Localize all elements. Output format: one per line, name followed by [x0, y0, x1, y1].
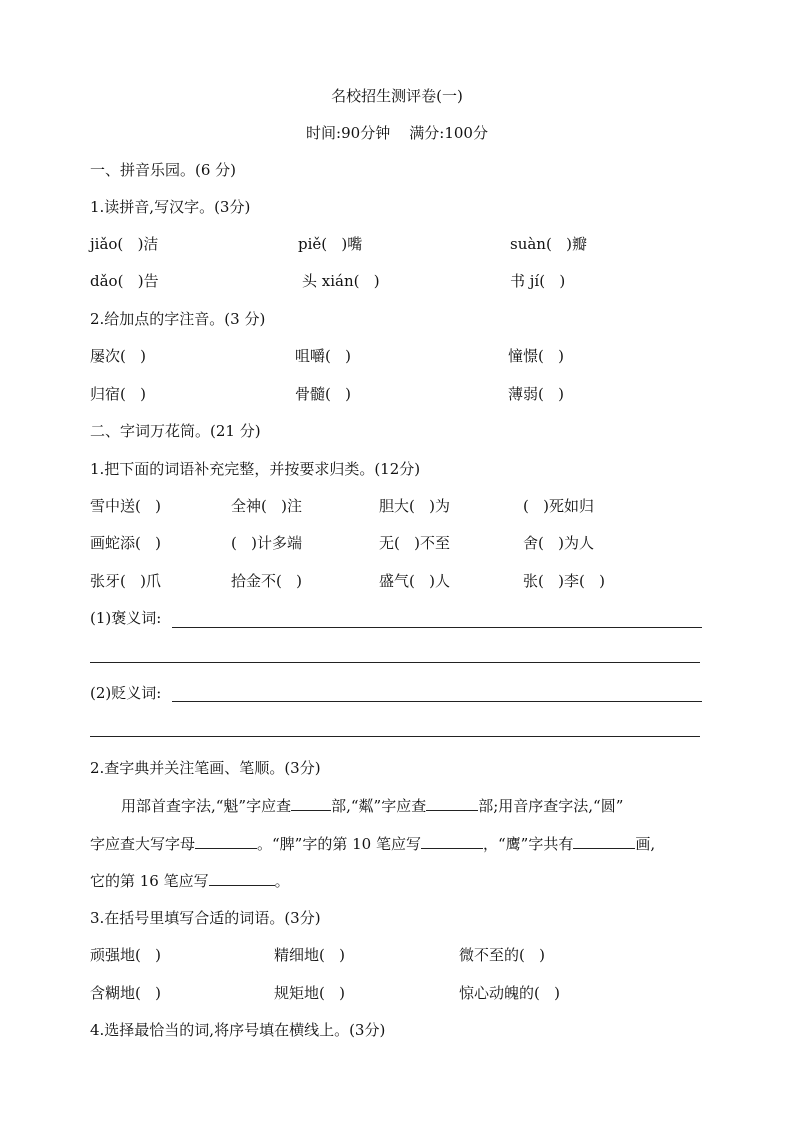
stroke-blank-1[interactable]	[421, 834, 483, 849]
phonetic-item: 归宿( )	[90, 385, 147, 403]
dictionary-paragraph-line2	[90, 834, 655, 854]
word-item: 微不至的( )	[459, 946, 546, 964]
dictionary-paragraph-line1	[121, 796, 623, 816]
section2-heading: 二、字词万花筒。(21 分)	[90, 422, 261, 440]
idiom-item: 盛气( )人	[379, 572, 451, 590]
pinyin-item: 书 jí( )	[510, 272, 566, 290]
time-info: 时间:90分钟 满分:100分	[306, 124, 488, 142]
section1-heading: 一、拼音乐园。(6 分)	[90, 161, 237, 179]
p1-text-b: 部,“粼”字应查	[331, 797, 427, 815]
idiom-item: ( )计多端	[231, 534, 303, 552]
stroke-count-blank[interactable]	[573, 834, 635, 849]
phonetic-item: 屡次( )	[90, 347, 147, 365]
idiom-item: 拾金不( )	[231, 572, 303, 590]
idiom-item: 舍( )为人	[523, 534, 595, 552]
idiom-item: 无( )不至	[379, 534, 451, 552]
p2-text-d: 画,	[635, 835, 656, 853]
exam-title: 名校招生测评卷(一)	[331, 87, 463, 105]
word-item: 顽强地( )	[90, 946, 162, 964]
word-item: 精细地( )	[274, 946, 346, 964]
p2-text-a: 字应查大写字母	[90, 835, 196, 853]
pinyin-item: 头 xián( )	[302, 272, 380, 290]
s2-q3-title: 3.在括号里填写合适的词语。(3分)	[90, 909, 321, 927]
idiom-item: 全神( )注	[231, 497, 303, 515]
idiom-item: 张( )李( )	[523, 572, 606, 590]
word-item: 规矩地( )	[274, 984, 346, 1002]
p2-text-c: ，“鹰”字共有	[482, 835, 574, 853]
pinyin-item: dǎo( )告	[90, 272, 159, 290]
p3-text-a: 它的第 16 笔应写	[90, 872, 209, 890]
radical-blank-2[interactable]	[426, 796, 478, 811]
s1-q1-title: 1.读拼音,写汉字。(3分)	[90, 198, 251, 216]
s2-q4-title: 4.选择最恰当的词,将序号填在横线上。(3分)	[90, 1021, 386, 1039]
radical-blank-1[interactable]	[291, 796, 331, 811]
idiom-item: ( )死如归	[523, 497, 595, 515]
s1-q2-title: 2.给加点的字注音。(3 分)	[90, 310, 266, 328]
phonetic-item: 薄弱( )	[508, 385, 565, 403]
phonetic-item: 骨髓( )	[295, 385, 352, 403]
letter-blank[interactable]	[195, 834, 257, 849]
word-item: 惊心动魄的( )	[459, 984, 561, 1002]
s2-q1-title: 1.把下面的词语补充完整，并按要求归类。(12分)	[90, 460, 421, 478]
p1-text-a: 用部首查字法,“魁”字应查	[121, 797, 292, 815]
pinyin-item: jiǎo( )洁	[90, 235, 159, 253]
praise-answer-line-2[interactable]	[90, 662, 700, 663]
s2-q2-title: 2.查字典并关注笔画、笔顺。(3分)	[90, 759, 321, 777]
idiom-item: 雪中送( )	[90, 497, 162, 515]
dictionary-paragraph-line3	[90, 871, 290, 891]
derog-answer-line-2[interactable]	[90, 736, 700, 737]
phonetic-item: 咀嚼( )	[295, 347, 352, 365]
pinyin-item: piě( )嘴	[298, 235, 363, 253]
p3-text-b: 。	[274, 872, 290, 890]
praise-answer-line[interactable]	[172, 627, 702, 628]
pinyin-item: suàn( )瓣	[510, 235, 587, 253]
word-item: 含糊地( )	[90, 984, 162, 1002]
phonetic-item: 憧憬( )	[508, 347, 565, 365]
derog-label: (2)贬义词:	[90, 684, 162, 702]
praise-label: (1)褒义词:	[90, 609, 162, 627]
stroke-blank-2[interactable]	[209, 871, 275, 886]
p2-text-b: 。“脾”字的第 10 笔应写	[257, 835, 421, 853]
idiom-item: 画蛇添( )	[90, 534, 162, 552]
idiom-item: 张牙( )爪	[90, 572, 162, 590]
derog-answer-line[interactable]	[172, 701, 702, 702]
idiom-item: 胆大( )为	[379, 497, 451, 515]
p1-text-c: 部;用音序查字法,“圆”	[478, 797, 624, 815]
